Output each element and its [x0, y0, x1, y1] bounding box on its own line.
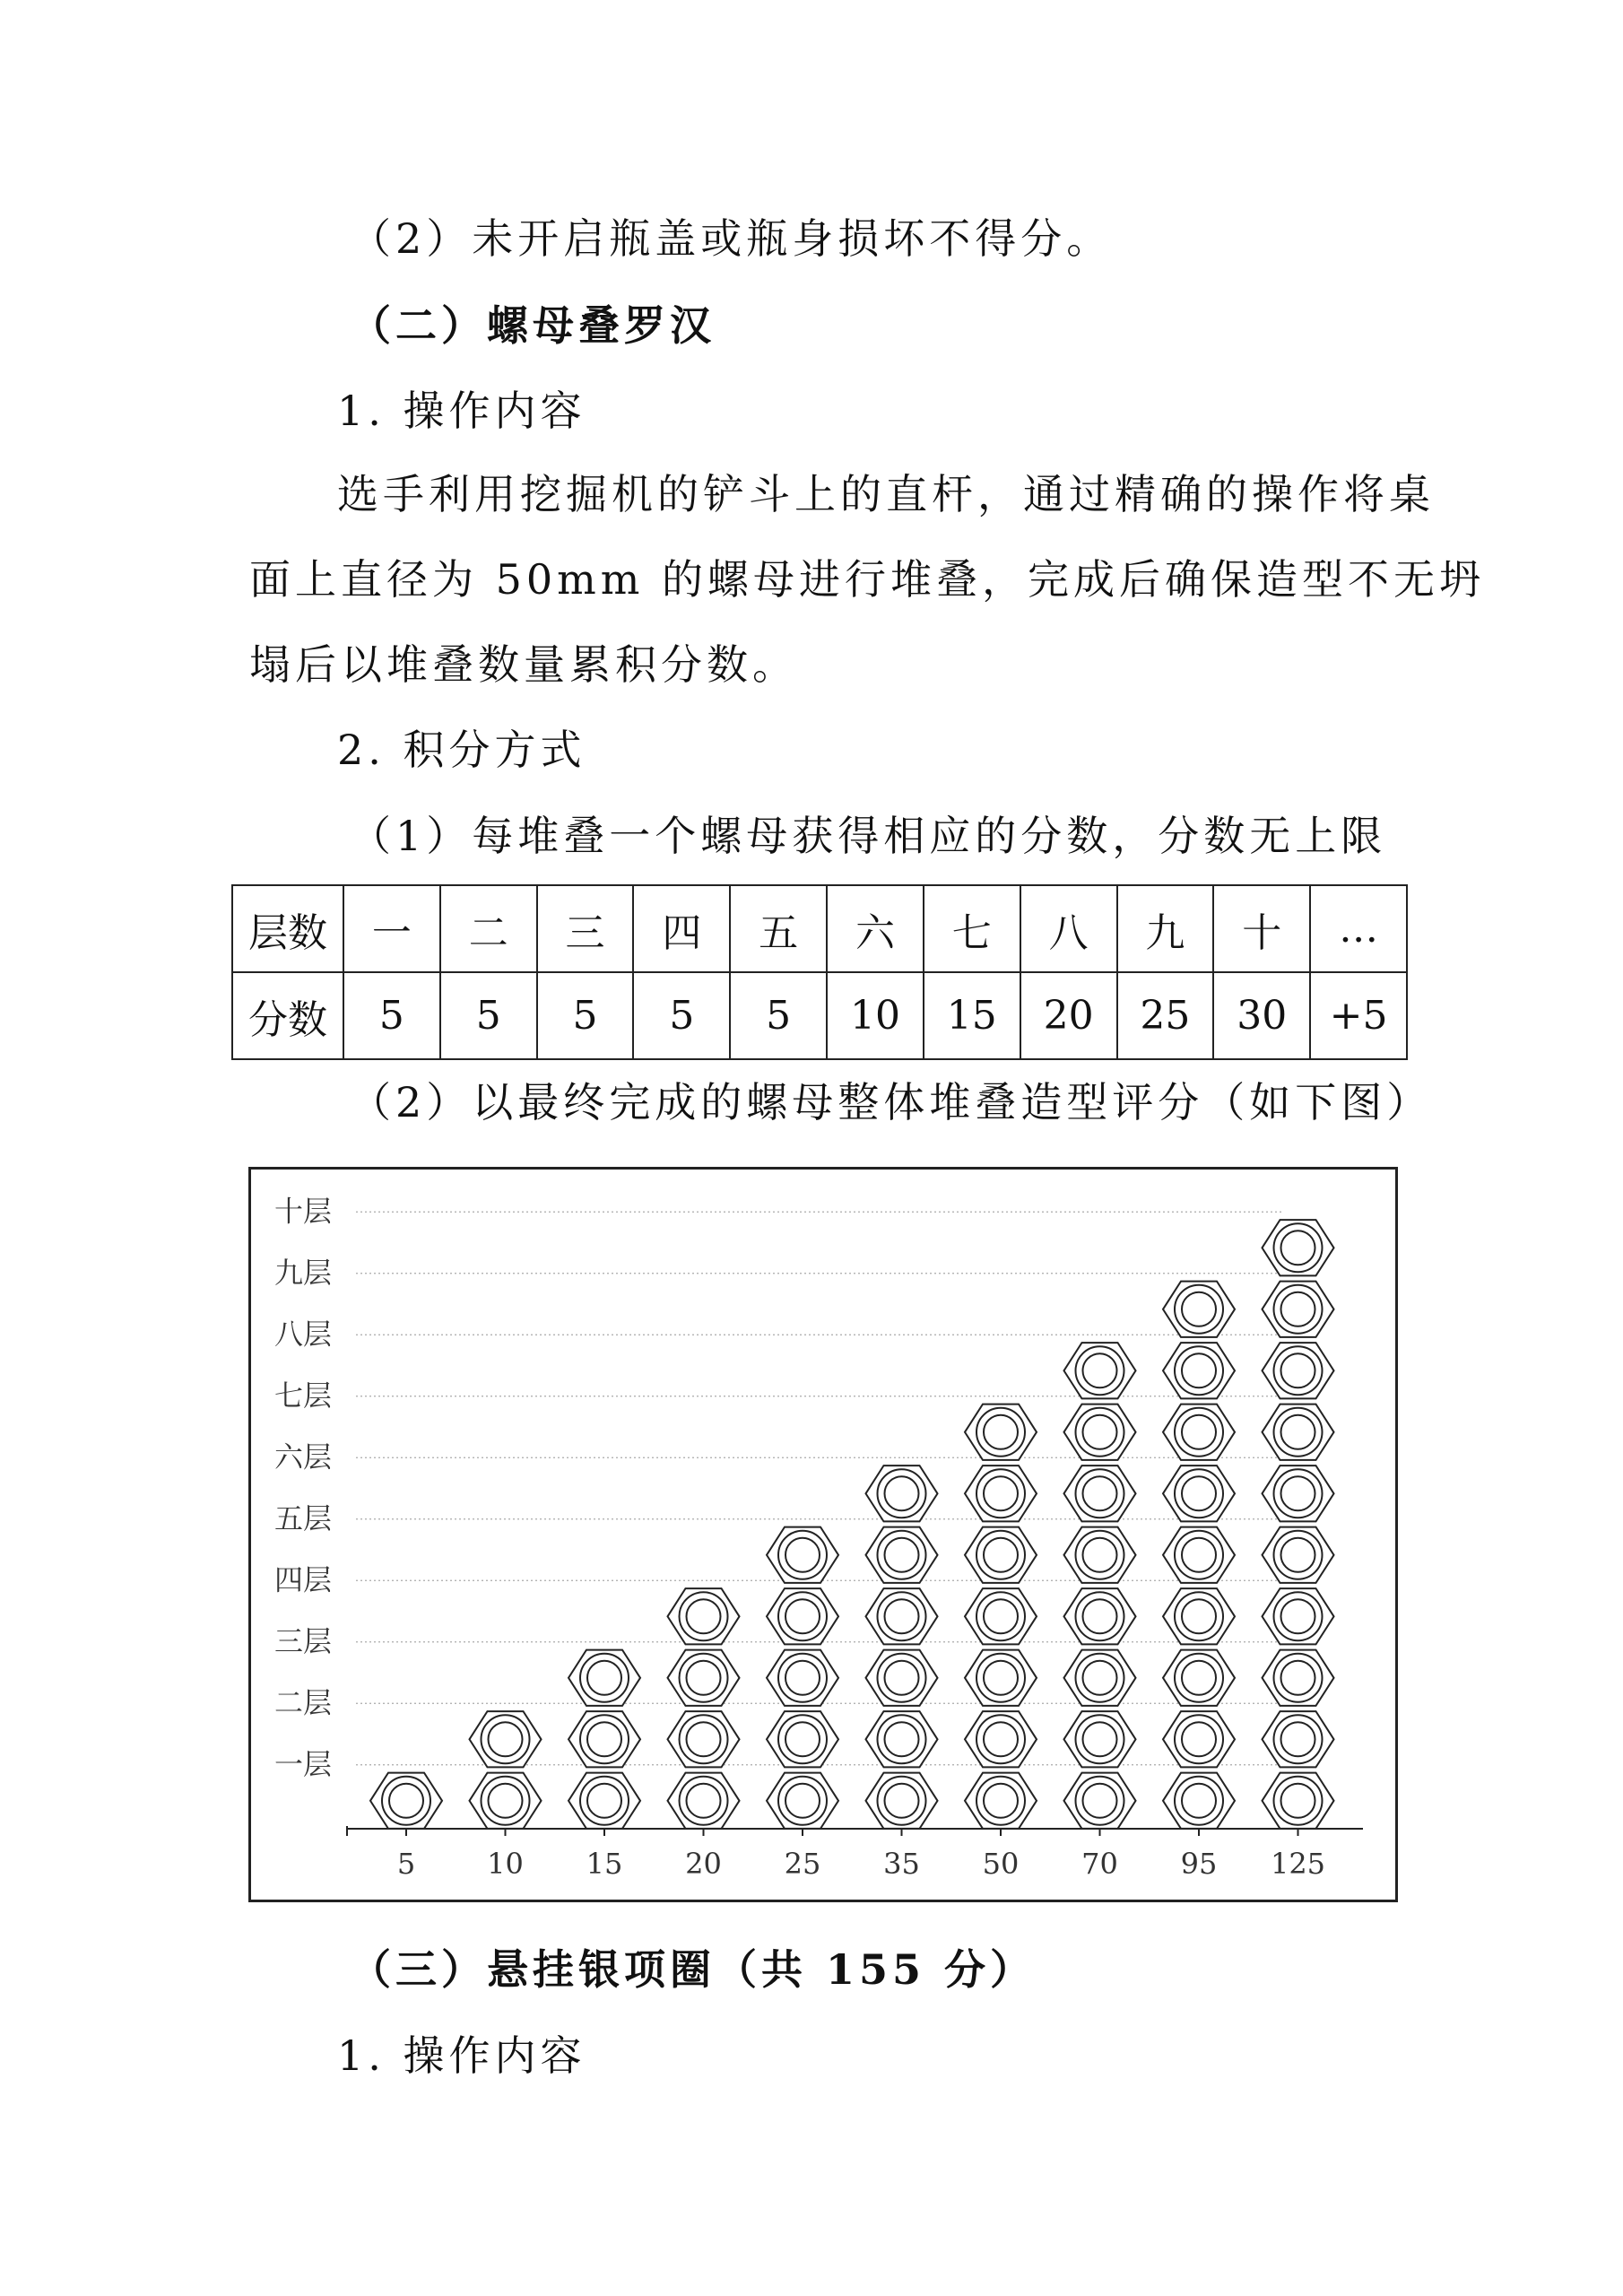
table-cell: 一 — [343, 885, 440, 972]
paragraph-8: 1. 操作内容 — [337, 2031, 586, 2080]
paragraph-7: （2）以最终完成的螺母整体堆叠造型评分（如下图） — [350, 1078, 1433, 1126]
y-tick-label: 二层 — [273, 1685, 332, 1720]
table-cell: 30 — [1213, 972, 1310, 1059]
table-header-cell: 分数 — [232, 972, 343, 1059]
x-tick-label: 125 — [1270, 1847, 1326, 1881]
table-cell: 八 — [1020, 885, 1117, 972]
x-tick-label: 15 — [586, 1847, 623, 1881]
nut-stack-chart — [251, 1170, 1395, 1900]
table-cell: 六 — [827, 885, 924, 972]
x-tick-label: 95 — [1180, 1847, 1218, 1881]
table-cell: 5 — [730, 972, 827, 1059]
x-tick-label: 70 — [1081, 1847, 1118, 1881]
nut-stack-figure — [248, 1167, 1398, 1902]
paragraph-4-line-1: 选手利用挖掘机的铲斗上的直杆，通过精确的操作将桌 — [337, 470, 1435, 518]
table-cell: 九 — [1117, 885, 1214, 972]
table-cell: 十 — [1213, 885, 1310, 972]
table-cell: 七 — [924, 885, 1020, 972]
y-tick-label: 七层 — [273, 1378, 332, 1413]
paragraph-6: （1）每堆叠一个螺母获得相应的分数，分数无上限 — [350, 812, 1387, 860]
y-tick-label: 八层 — [273, 1317, 332, 1352]
table-cell: … — [1310, 885, 1407, 972]
table-cell: 5 — [537, 972, 634, 1059]
y-tick-label: 五层 — [273, 1500, 332, 1535]
score-table — [231, 884, 1408, 1060]
paragraph-4-line-2: 面上直径为 50mm 的螺母进行堆叠，完成后确保造型不无坍 — [249, 555, 1486, 604]
x-tick-label: 20 — [685, 1847, 722, 1881]
table-row-scores — [232, 972, 1407, 1059]
table-cell: 5 — [633, 972, 730, 1059]
table-cell: 三 — [537, 885, 634, 972]
table-cell: 5 — [343, 972, 440, 1059]
table-row-layers — [232, 885, 1407, 972]
y-tick-label: 三层 — [273, 1623, 332, 1658]
x-tick-label: 25 — [784, 1847, 821, 1881]
table-cell: 5 — [440, 972, 537, 1059]
table-cell: 15 — [924, 972, 1020, 1059]
table-cell: 四 — [633, 885, 730, 972]
table-cell: 20 — [1020, 972, 1117, 1059]
y-tick-label: 六层 — [273, 1439, 332, 1474]
x-tick-label: 35 — [883, 1847, 920, 1881]
table-header-cell: 层数 — [232, 885, 343, 972]
x-tick-label: 50 — [982, 1847, 1020, 1881]
section-heading-3: （三）悬挂银项圈（共 155 分） — [350, 1945, 1037, 1994]
paragraph-3: 1. 操作内容 — [337, 387, 586, 435]
table-cell: 五 — [730, 885, 827, 972]
y-tick-label: 四层 — [273, 1562, 332, 1597]
table-cell: 二 — [440, 885, 537, 972]
y-tick-label: 九层 — [273, 1255, 332, 1290]
section-heading-2: （二）螺母叠罗汉 — [350, 301, 716, 350]
table-cell: 25 — [1117, 972, 1214, 1059]
paragraph-5: 2. 积分方式 — [337, 726, 586, 774]
y-tick-label: 十层 — [273, 1194, 332, 1229]
table-cell: +5 — [1310, 972, 1407, 1059]
y-tick-label: 一层 — [273, 1746, 332, 1781]
table-cell: 10 — [827, 972, 924, 1059]
x-tick-label: 5 — [396, 1847, 416, 1881]
paragraph-1: （2）未开启瓶盖或瓶身损坏不得分。 — [350, 214, 1113, 263]
x-tick-label: 10 — [487, 1847, 524, 1881]
paragraph-4-line-3: 塌后以堆叠数量累积分数。 — [249, 640, 798, 689]
